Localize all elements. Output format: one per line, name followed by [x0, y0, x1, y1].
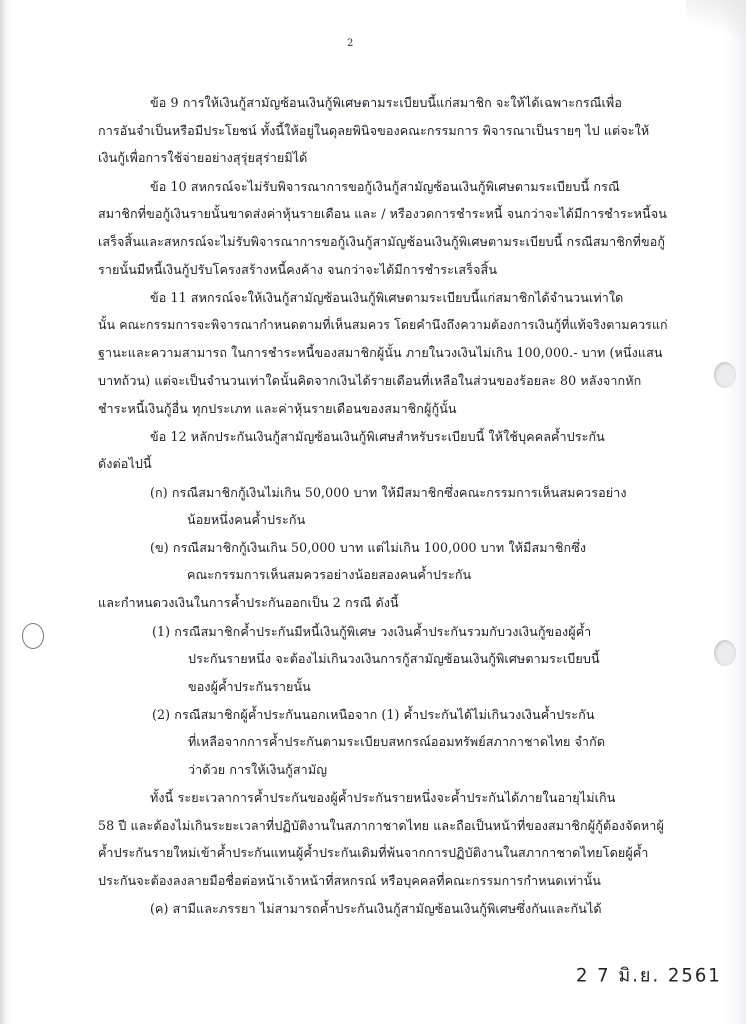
case-2-line-1: (2) กรณีสมาชิกผู้ค้ำประกันนอกเหนือจาก (1) ค้ำประกันได้ไม่เกินวงเงินค้ำประกัน [152, 707, 595, 722]
clause-10-line-3: เสร็จสิ้นและสหกรณ์จะไม่รับพิจารณาการขอกู้เงินกู้สามัญซ้อนเงินกู้พิเศษตามระเบียบนี้ กรณีสมาชิกที่ขอกู้ [98, 234, 666, 249]
guarantee-limit-intro: และกำหนดวงเงินในการค้ำประกันออกเป็น 2 กรณี ดังนี้ [98, 595, 399, 610]
page-edge-shadow [0, 0, 6, 1024]
clause-11-line-5: ชำระหนี้เงินกู้อื่น ทุกประเภท และค่าหุ้นรายเดือนของสมาชิกผู้กู้นั้น [98, 401, 457, 416]
punch-hole-right-upper [714, 362, 736, 388]
clause-10-line-1: ข้อ 10 สหกรณ์จะไม่รับพิจารณาการขอกู้เงินกู้สามัญซ้อนเงินกู้พิเศษตามระเบียบนี้ กรณี [150, 179, 620, 194]
clause-11-line-3: ฐานะและความสามารถ ในการชำระหนี้ของสมาชิกผู้นั้น ภายในวงเงินไม่เกิน 100,000.- บาท (หนึ่งแสน [98, 345, 663, 360]
case-1-line-3: ของผู้ค้ำประกันรายนั้น [188, 679, 311, 694]
clause-12-line-1: ข้อ 12 หลักประกันเงินกู้สามัญซ้อนเงินกู้พิเศษสำหรับระเบียบนี้ ให้ใช้บุคคลค้ำประกัน [150, 429, 605, 444]
clause-9-line-1: ข้อ 9 การให้เงินกู้สามัญซ้อนเงินกู้พิเศษตามระเบียบนี้แก่สมาชิก จะให้ได้เฉพาะกรณีเพื่อ [150, 95, 622, 110]
clause-11-line-2: นั้น คณะกรรมการจะพิจารณากำหนดตามที่เห็นสมควร โดยคำนึงถึงความต้องการเงินกู้ที่แท้จริงตามควรแก่ [98, 317, 668, 332]
clause-11-line-1: ข้อ 11 สหกรณ์จะให้เงินกู้สามัญซ้อนเงินกู้พิเศษตามระเบียบนี้แก่สมาชิกได้จำนวนเท่าใด [150, 290, 624, 305]
page-number: 2 [347, 38, 354, 49]
clause-9-line-2: การอันจำเป็นหรือมีประโยชน์ ทั้งนี้ให้อยู่ในดุลยพินิจของคณะกรรมการ พิจารณาเป็นรายๆ ไป แต่จะให้ [98, 123, 650, 138]
punch-hole-right-lower [714, 640, 736, 666]
guarantee-period-line-3: ค้ำประกันรายใหม่เข้าค้ำประกันแทนผู้ค้ำประกันเดิมที่พ้นจากการปฏิบัติงานในสภากาชาดไทยโดยผู้ค้ำ [98, 845, 649, 860]
guarantee-period-line-1: ทั้งนี้ ระยะเวลาการค้ำประกันของผู้ค้ำประกันรายหนึ่งจะค้ำประกันได้ภายในอายุไม่เกิน [150, 790, 616, 805]
punch-hole-left [22, 623, 44, 649]
clause-12-line-2: ดังต่อไปนี้ [98, 456, 152, 471]
item-ka-line-2: น้อยหนึ่งคนค้ำประกัน [187, 512, 306, 527]
item-kha-line-2: คณะกรรมการเห็นสมควรอย่างน้อยสองคนค้ำประกัน [187, 567, 472, 582]
clause-10-line-4: รายนั้นมีหนี้เงินกู้ปรับโครงสร้างหนี้คงค้าง จนกว่าจะได้มีการชำระเสร็จสิ้น [98, 262, 498, 277]
case-1-line-2: ประกันรายหนึ่ง จะต้องไม่เกินวงเงินการกู้สามัญซ้อนเงินกู้พิเศษตามระเบียบนี้ [188, 651, 600, 666]
case-2-line-2: ที่เหลือจากการค้ำประกันตามระเบียบสหกรณ์ออมทรัพย์สภากาชาดไทย จำกัด [188, 734, 606, 749]
clause-10-line-2: สมาชิกที่ขอกู้เงินรายนั้นขาดส่งค่าหุ้นรายเดือน และ / หรืองวดการชำระหนี้ จนกว่าจะได้มีการชำระหนี้จน [98, 206, 667, 221]
item-ka-line-1: (ก) กรณีสมาชิกกู้เงินไม่เกิน 50,000 บาท ให้มีสมาชิกซึ่งคณะกรรมการเห็นสมควรอย่าง [150, 485, 627, 500]
case-1-line-1: (1) กรณีสมาชิกค้ำประกันมีหนี้เงินกู้พิเศษ วงเงินค้ำประกันรวมกับวงเงินกู้ของผู้ค้ำ [152, 624, 592, 639]
clause-9-line-3: เงินกู้เพื่อการใช้จ่ายอย่างสุรุ่ยสุร่ายมิได้ [98, 150, 308, 165]
guarantee-period-line-2: 58 ปี และต้องไม่เกินระยะเวลาที่ปฏิบัติงานในสภากาชาดไทย และถือเป็นหน้าที่ของสมาชิกผู้กู้ต้องจัดหาผู้ [98, 818, 664, 833]
clause-11-line-4: บาทถ้วน) แต่จะเป็นจำนวนเท่าใดนั้นคิดจากเงินได้รายเดือนที่เหลือในส่วนของร้อยละ 80 หลังจากหัก [98, 373, 642, 388]
item-kho-line-1: (ค) สามีและภรรยา ไม่สามารถค้ำประกันเงินกู้สามัญซ้อนเงินกู้พิเศษซึ่งกันและกันได้ [150, 901, 602, 916]
item-kha-line-1: (ข) กรณีสมาชิกกู้เงินเกิน 50,000 บาท แต่ไม่เกิน 100,000 บาท ให้มีสมาชิกซึ่ง [150, 540, 587, 555]
page-corner-fold [686, 0, 746, 40]
handwritten-date: 2 7 มิ.ย. 2561 [576, 964, 722, 987]
case-2-line-3: ว่าด้วย การให้เงินกู้สามัญ [188, 762, 328, 777]
guarantee-period-line-4: ประกันจะต้องลงลายมือชื่อต่อหน้าเจ้าหน้าที่สหกรณ์ หรือบุคคลที่คณะกรรมการกำหนดเท่านั้น [98, 873, 601, 888]
